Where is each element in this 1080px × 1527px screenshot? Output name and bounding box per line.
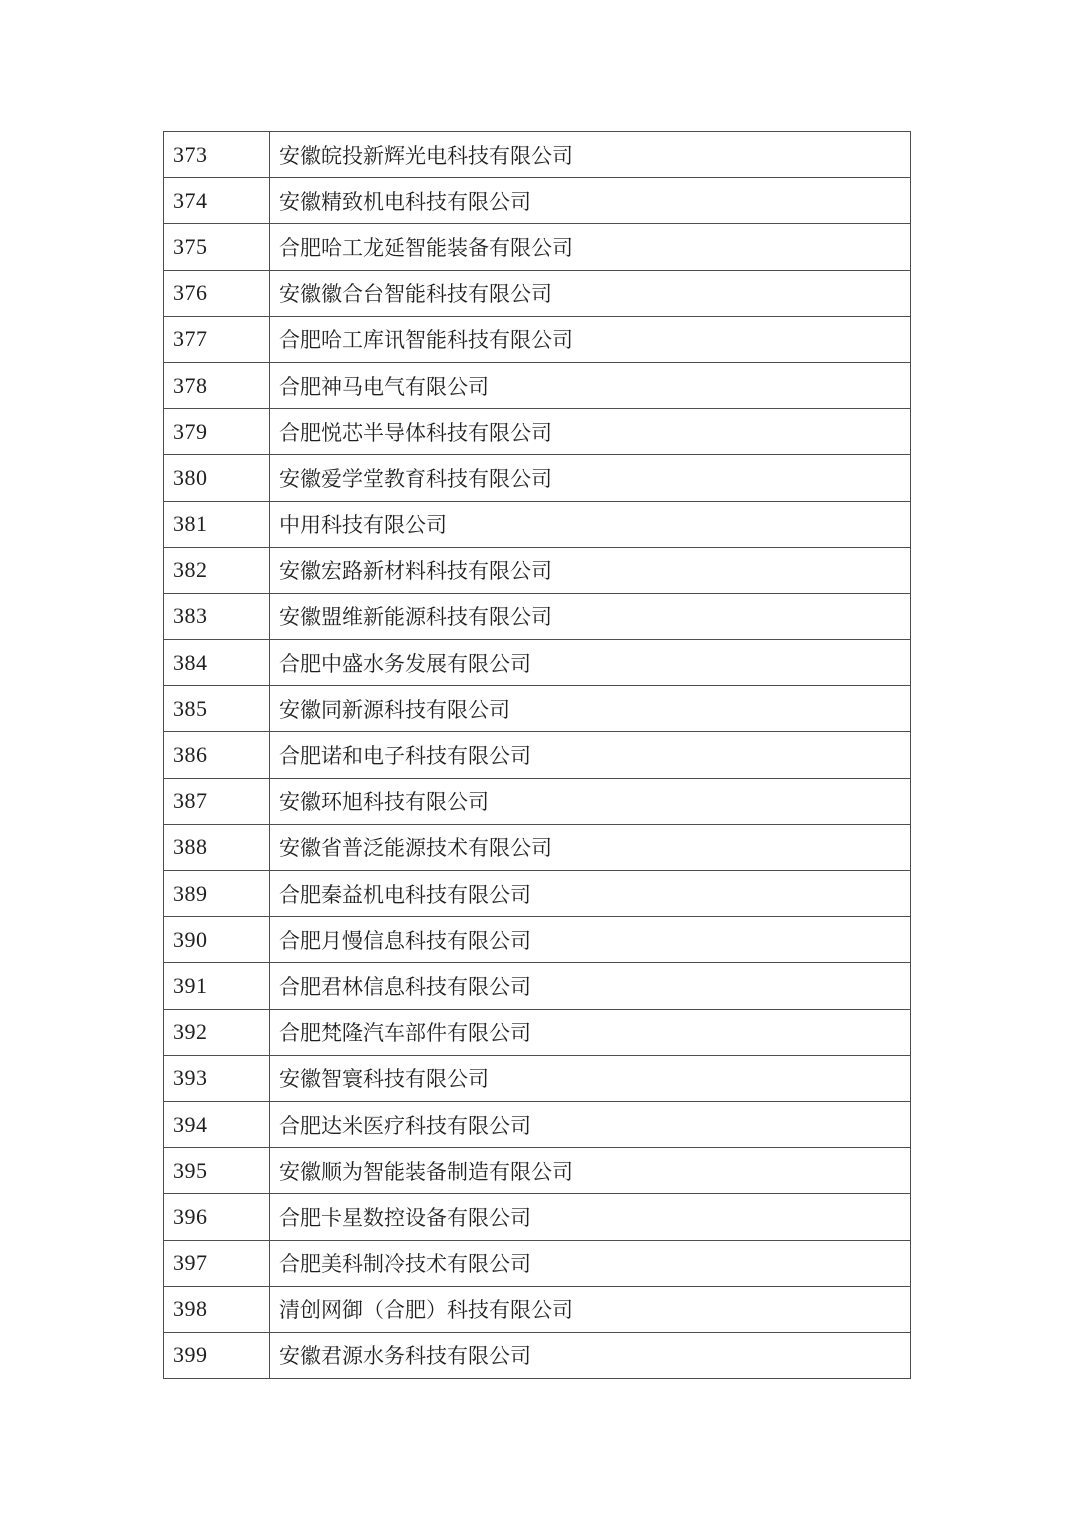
table-row xyxy=(164,1194,911,1240)
row-index-cell: 385 xyxy=(164,686,270,732)
table-row xyxy=(164,270,911,316)
company-name-cell: 合肥中盛水务发展有限公司 xyxy=(270,640,911,686)
company-name-cell: 安徽盟维新能源科技有限公司 xyxy=(270,593,911,639)
row-index-cell: 374 xyxy=(164,178,270,224)
company-name-cell: 安徽顺为智能装备制造有限公司 xyxy=(270,1148,911,1194)
row-index-cell: 391 xyxy=(164,963,270,1009)
company-name-cell: 安徽智寰科技有限公司 xyxy=(270,1055,911,1101)
table-row xyxy=(164,362,911,408)
table-row xyxy=(164,547,911,593)
company-name-cell: 合肥秦益机电科技有限公司 xyxy=(270,871,911,917)
row-index-cell: 383 xyxy=(164,593,270,639)
table-row xyxy=(164,871,911,917)
table-row xyxy=(164,1240,911,1286)
row-index-cell: 377 xyxy=(164,316,270,362)
table-row xyxy=(164,409,911,455)
company-name-cell: 合肥君林信息科技有限公司 xyxy=(270,963,911,1009)
table-row xyxy=(164,132,911,178)
company-name-cell: 安徽宏路新材料科技有限公司 xyxy=(270,547,911,593)
table-row xyxy=(164,1009,911,1055)
table-row xyxy=(164,593,911,639)
company-name-cell: 合肥月慢信息科技有限公司 xyxy=(270,917,911,963)
row-index-cell: 382 xyxy=(164,547,270,593)
company-name-cell: 合肥哈工龙延智能装备有限公司 xyxy=(270,224,911,270)
table-row xyxy=(164,917,911,963)
row-index-cell: 381 xyxy=(164,501,270,547)
table-row xyxy=(164,824,911,870)
table-row xyxy=(164,501,911,547)
row-index-cell: 396 xyxy=(164,1194,270,1240)
company-name-cell: 安徽君源水务科技有限公司 xyxy=(270,1332,911,1378)
company-name-cell: 清创网御（合肥）科技有限公司 xyxy=(270,1286,911,1332)
company-name-cell: 合肥梵隆汽车部件有限公司 xyxy=(270,1009,911,1055)
table-row xyxy=(164,224,911,270)
table-row xyxy=(164,1148,911,1194)
company-name-cell: 合肥卡星数控设备有限公司 xyxy=(270,1194,911,1240)
company-name-cell: 安徽爱学堂教育科技有限公司 xyxy=(270,455,911,501)
row-index-cell: 389 xyxy=(164,871,270,917)
row-index-cell: 394 xyxy=(164,1101,270,1147)
table-row xyxy=(164,1286,911,1332)
row-index-cell: 375 xyxy=(164,224,270,270)
table-row xyxy=(164,963,911,1009)
table-row xyxy=(164,455,911,501)
company-name-cell: 安徽省普泛能源技术有限公司 xyxy=(270,824,911,870)
row-index-cell: 384 xyxy=(164,640,270,686)
row-index-cell: 392 xyxy=(164,1009,270,1055)
table-row xyxy=(164,1332,911,1378)
company-name-cell: 安徽同新源科技有限公司 xyxy=(270,686,911,732)
company-name-cell: 中用科技有限公司 xyxy=(270,501,911,547)
company-name-cell: 合肥达米医疗科技有限公司 xyxy=(270,1101,911,1147)
table-row xyxy=(164,1101,911,1147)
row-index-cell: 380 xyxy=(164,455,270,501)
row-index-cell: 393 xyxy=(164,1055,270,1101)
company-name-cell: 合肥诺和电子科技有限公司 xyxy=(270,732,911,778)
company-name-cell: 合肥美科制冷技术有限公司 xyxy=(270,1240,911,1286)
row-index-cell: 388 xyxy=(164,824,270,870)
table-row xyxy=(164,640,911,686)
row-index-cell: 386 xyxy=(164,732,270,778)
company-name-cell: 合肥悦芯半导体科技有限公司 xyxy=(270,409,911,455)
table-body xyxy=(164,132,911,1379)
table-row xyxy=(164,1055,911,1101)
row-index-cell: 378 xyxy=(164,362,270,408)
table-row xyxy=(164,178,911,224)
company-name-cell: 安徽皖投新辉光电科技有限公司 xyxy=(270,132,911,178)
row-index-cell: 399 xyxy=(164,1332,270,1378)
company-name-cell: 合肥哈工库讯智能科技有限公司 xyxy=(270,316,911,362)
row-index-cell: 376 xyxy=(164,270,270,316)
table-row xyxy=(164,686,911,732)
row-index-cell: 390 xyxy=(164,917,270,963)
table-row xyxy=(164,316,911,362)
company-list-table xyxy=(163,131,911,1379)
row-index-cell: 379 xyxy=(164,409,270,455)
row-index-cell: 397 xyxy=(164,1240,270,1286)
company-name-cell: 安徽徽合台智能科技有限公司 xyxy=(270,270,911,316)
row-index-cell: 373 xyxy=(164,132,270,178)
row-index-cell: 398 xyxy=(164,1286,270,1332)
row-index-cell: 387 xyxy=(164,778,270,824)
table-row xyxy=(164,778,911,824)
company-name-cell: 合肥神马电气有限公司 xyxy=(270,362,911,408)
company-name-cell: 安徽环旭科技有限公司 xyxy=(270,778,911,824)
row-index-cell: 395 xyxy=(164,1148,270,1194)
company-name-cell: 安徽精致机电科技有限公司 xyxy=(270,178,911,224)
table-row xyxy=(164,732,911,778)
